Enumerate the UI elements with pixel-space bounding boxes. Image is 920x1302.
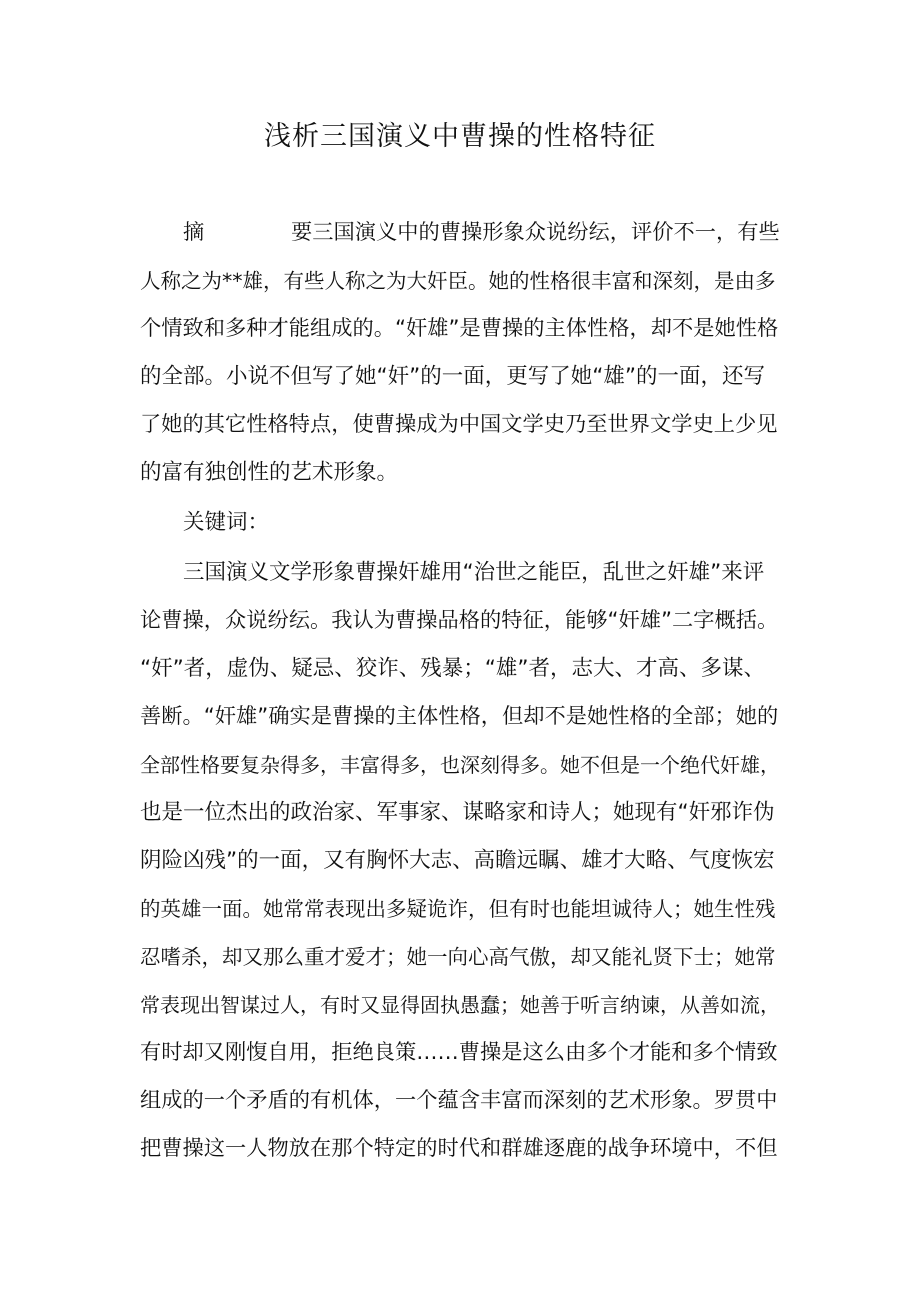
body-line: 也是一位杰出的政治家、军事家、谋略家和诗人；她现有“奸邪诈伪 bbox=[140, 800, 775, 825]
abstract-text: 要三国演义中的曹操形象众说纷纭，评价不一，有些 bbox=[291, 220, 780, 245]
abstract-line: 人称之为**雄，有些人称之为大奸臣。她的性格很丰富和深刻，是由多 bbox=[140, 269, 776, 293]
body-line: “奸”者，虚伪、疑忌、狡诈、残暴；“雄”者，志大、才高、多谋、 bbox=[140, 656, 766, 681]
abstract-line: 的全部。小说不但写了她“奸”的一面，更写了她“雄”的一面，还写 bbox=[140, 364, 766, 389]
body-line: 善断。“奸雄”确实是曹操的主体性格，但却不是她性格的全部；她的 bbox=[140, 704, 779, 729]
abstract-line: 个情致和多种才能组成的。“奸雄”是曹操的主体性格，却不是她性格 bbox=[140, 316, 779, 341]
body-line: 忍嗜杀，却又那么重才爱才；她一向心高气傲，却又能礼贤下士；她常 bbox=[140, 945, 776, 969]
abstract-label: 摘 bbox=[183, 220, 205, 245]
keywords-label: 关键词： bbox=[183, 510, 270, 535]
abstract-line: 了她的其它性格特点，使曹操成为中国文学史乃至世界文学史上少见 bbox=[140, 412, 778, 437]
body-line: 论曹操，众说纷纭。我认为曹操品格的特征，能够“奸雄”二字概括。 bbox=[140, 608, 779, 633]
abstract-line: 的富有独创性的艺术形象。 bbox=[140, 460, 399, 485]
body-line: 阴险凶残”的一面，又有胸怀大志、高瞻远瞩、雄才大略、气度恢宏 bbox=[140, 848, 775, 873]
abstract-line bbox=[183, 211, 780, 255]
body-line: 组成的一个矛盾的有机体，一个蕴含丰富而深刻的艺术形象。罗贯中 bbox=[140, 1088, 778, 1113]
body-line: 把曹操这一人物放在那个特定的时代和群雄逐鹿的战争环境中，不但 bbox=[140, 1136, 778, 1161]
document-title: 浅析三国演义中曹操的性格特征 bbox=[264, 121, 656, 152]
body-line: 全部性格要复杂得多，丰富得多，也深刻得多。她不但是一个绝代奸雄， bbox=[140, 753, 780, 777]
body-line: 常表现出智谋过人，有时又显得固执愚蠢；她善于听言纳谏，从善如流， bbox=[140, 993, 780, 1017]
body-line: 三国演义文学形象曹操奸雄用“治世之能臣，乱世之奸雄”来评 bbox=[183, 560, 765, 585]
body-line: 有时却又刚愎自用，拒绝良策……曹操是这么由多个才能和多个情致 bbox=[140, 1040, 778, 1065]
body-line: 的英雄一面。她常常表现出多疑诡诈，但有时也能坦诚待人；她生性残 bbox=[140, 897, 776, 921]
